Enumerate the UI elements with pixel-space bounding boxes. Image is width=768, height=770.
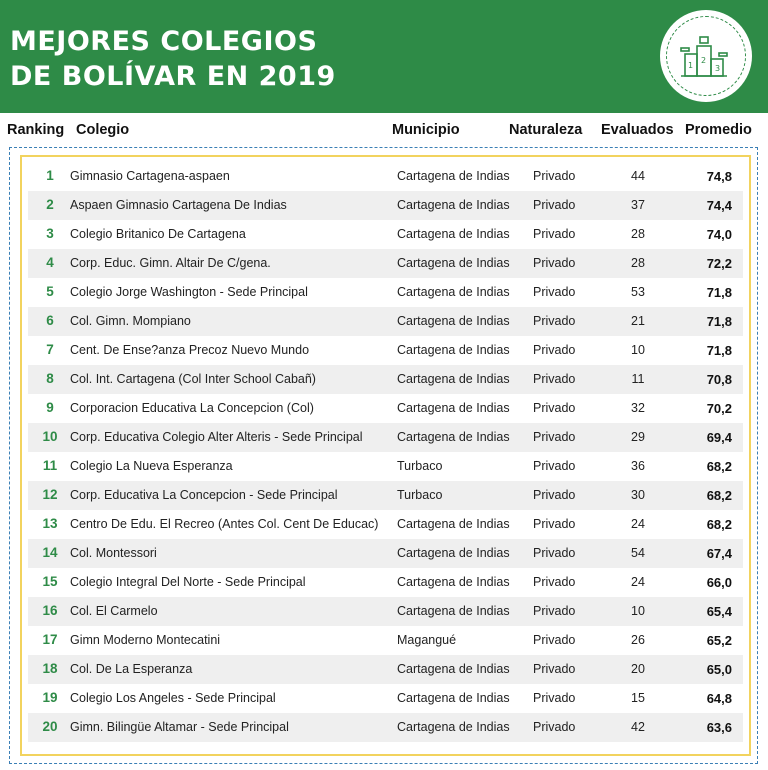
row-naturaleza: Privado bbox=[533, 430, 576, 444]
podium-icon bbox=[660, 10, 752, 102]
row-municipio: Cartagena de Indias bbox=[397, 430, 510, 444]
podium-label-2: 2 bbox=[701, 56, 707, 65]
table-row bbox=[28, 423, 743, 452]
badge bbox=[660, 10, 752, 102]
row-rank: 12 bbox=[42, 487, 58, 502]
row-municipio: Turbaco bbox=[397, 488, 443, 502]
row-evaluados: 29 bbox=[631, 430, 645, 444]
title-line-2: DE BOLÍVAR EN 2019 bbox=[10, 61, 336, 92]
row-rank: 7 bbox=[46, 342, 54, 357]
row-naturaleza: Privado bbox=[533, 662, 576, 676]
row-municipio: Magangué bbox=[397, 633, 457, 647]
title-line-1: MEJORES COLEGIOS bbox=[10, 26, 318, 57]
row-promedio: 74,0 bbox=[706, 227, 732, 242]
row-municipio: Cartagena de Indias bbox=[397, 546, 510, 560]
header-evaluados: Evaluados bbox=[601, 122, 674, 138]
row-evaluados: 32 bbox=[631, 401, 645, 415]
row-naturaleza: Privado bbox=[533, 459, 576, 473]
row-colegio: Corp. Educativa Colegio Alter Alteris - Sede Principal bbox=[70, 430, 363, 444]
table-row bbox=[28, 597, 743, 626]
row-promedio: 71,8 bbox=[706, 343, 732, 358]
row-evaluados: 54 bbox=[631, 546, 645, 560]
row-municipio: Cartagena de Indias bbox=[397, 227, 510, 241]
row-promedio: 68,2 bbox=[706, 459, 732, 474]
row-municipio: Cartagena de Indias bbox=[397, 575, 510, 589]
row-rank: 16 bbox=[42, 603, 58, 618]
row-evaluados: 20 bbox=[631, 662, 645, 676]
row-colegio: Gimn Moderno Montecatini bbox=[70, 633, 221, 647]
row-evaluados: 37 bbox=[631, 198, 645, 212]
row-promedio: 65,2 bbox=[706, 633, 732, 648]
row-promedio: 70,2 bbox=[706, 401, 732, 416]
table-row bbox=[28, 655, 743, 684]
table-row bbox=[28, 626, 743, 655]
row-promedio: 74,8 bbox=[706, 169, 732, 184]
table-row bbox=[28, 249, 743, 278]
row-municipio: Cartagena de Indias bbox=[397, 720, 510, 734]
row-municipio: Cartagena de Indias bbox=[397, 314, 510, 328]
row-colegio: Colegio Jorge Washington - Sede Principal bbox=[70, 285, 308, 299]
row-evaluados: 28 bbox=[631, 227, 645, 241]
row-rank: 9 bbox=[46, 400, 54, 415]
row-rank: 19 bbox=[42, 690, 58, 705]
podium-label-1: 1 bbox=[688, 61, 694, 70]
row-promedio: 70,8 bbox=[706, 372, 732, 387]
row-promedio: 65,4 bbox=[706, 604, 732, 619]
row-naturaleza: Privado bbox=[533, 604, 576, 618]
row-colegio: Col. Montessori bbox=[70, 546, 157, 560]
table-row bbox=[28, 568, 743, 597]
row-naturaleza: Privado bbox=[533, 285, 576, 299]
row-colegio: Colegio Britanico De Cartagena bbox=[70, 227, 246, 241]
row-promedio: 71,8 bbox=[706, 314, 732, 329]
row-colegio: Corp. Educ. Gimn. Altair De C/gena. bbox=[70, 256, 271, 270]
row-colegio: Col. De La Esperanza bbox=[70, 662, 193, 676]
header-ranking: Ranking bbox=[7, 122, 65, 138]
header-promedio: Promedio bbox=[685, 122, 752, 138]
row-colegio: Corp. Educativa La Concepcion - Sede Principal bbox=[70, 488, 338, 502]
row-evaluados: 24 bbox=[631, 575, 645, 589]
table-row bbox=[28, 220, 743, 249]
row-rank: 13 bbox=[42, 516, 58, 531]
row-colegio: Colegio Los Angeles - Sede Principal bbox=[70, 691, 276, 705]
table-row bbox=[28, 510, 743, 539]
table-row bbox=[28, 713, 743, 742]
row-evaluados: 44 bbox=[631, 169, 645, 183]
row-municipio: Cartagena de Indias bbox=[397, 401, 510, 415]
ranking-table bbox=[20, 155, 751, 756]
row-rank: 3 bbox=[46, 226, 54, 241]
row-rank: 5 bbox=[46, 284, 54, 299]
row-municipio: Cartagena de Indias bbox=[397, 256, 510, 270]
row-evaluados: 36 bbox=[631, 459, 645, 473]
row-evaluados: 24 bbox=[631, 517, 645, 531]
row-rank: 4 bbox=[46, 255, 54, 270]
row-colegio: Aspaen Gimnasio Cartagena De Indias bbox=[70, 198, 287, 212]
row-rank: 6 bbox=[46, 313, 54, 328]
row-naturaleza: Privado bbox=[533, 372, 576, 386]
row-naturaleza: Privado bbox=[533, 633, 576, 647]
row-colegio: Gimnasio Cartagena-aspaen bbox=[70, 169, 230, 183]
row-municipio: Turbaco bbox=[397, 459, 443, 473]
header-naturaleza: Naturaleza bbox=[509, 122, 583, 138]
row-rank: 1 bbox=[46, 168, 54, 183]
row-promedio: 68,2 bbox=[706, 488, 732, 503]
row-evaluados: 21 bbox=[631, 314, 645, 328]
row-colegio: Col. Gimn. Mompiano bbox=[70, 314, 191, 328]
row-naturaleza: Privado bbox=[533, 575, 576, 589]
table-row bbox=[28, 684, 743, 713]
row-promedio: 69,4 bbox=[706, 430, 732, 445]
row-colegio: Colegio La Nueva Esperanza bbox=[70, 459, 233, 473]
row-promedio: 67,4 bbox=[706, 546, 732, 561]
row-colegio: Cent. De Ense?anza Precoz Nuevo Mundo bbox=[70, 343, 310, 357]
header-banner bbox=[0, 0, 768, 113]
page-title bbox=[10, 24, 570, 94]
row-rank: 15 bbox=[42, 574, 58, 589]
row-municipio: Cartagena de Indias bbox=[397, 169, 510, 183]
table-row bbox=[28, 336, 743, 365]
table-row bbox=[28, 365, 743, 394]
row-municipio: Cartagena de Indias bbox=[397, 372, 510, 386]
row-naturaleza: Privado bbox=[533, 546, 576, 560]
row-promedio: 66,0 bbox=[706, 575, 732, 590]
row-evaluados: 26 bbox=[631, 633, 645, 647]
row-promedio: 72,2 bbox=[706, 256, 732, 271]
row-naturaleza: Privado bbox=[533, 314, 576, 328]
table-row bbox=[28, 394, 743, 423]
table-header bbox=[0, 120, 768, 142]
row-municipio: Cartagena de Indias bbox=[397, 343, 510, 357]
row-naturaleza: Privado bbox=[533, 720, 576, 734]
header-colegio: Colegio bbox=[76, 122, 130, 138]
row-rank: 20 bbox=[42, 719, 58, 734]
table-row bbox=[28, 452, 743, 481]
table-row bbox=[28, 481, 743, 510]
row-evaluados: 15 bbox=[631, 691, 645, 705]
row-rank: 8 bbox=[46, 371, 54, 386]
row-rank: 17 bbox=[42, 632, 58, 647]
row-naturaleza: Privado bbox=[533, 169, 576, 183]
table-row bbox=[28, 307, 743, 336]
row-naturaleza: Privado bbox=[533, 517, 576, 531]
podium-label-3: 3 bbox=[715, 64, 721, 73]
row-rank: 18 bbox=[42, 661, 58, 676]
row-evaluados: 11 bbox=[631, 372, 645, 386]
row-promedio: 68,2 bbox=[706, 517, 732, 532]
table-row bbox=[28, 278, 743, 307]
row-evaluados: 53 bbox=[631, 285, 645, 299]
row-naturaleza: Privado bbox=[533, 401, 576, 415]
row-municipio: Cartagena de Indias bbox=[397, 662, 510, 676]
row-promedio: 74,4 bbox=[706, 198, 732, 213]
row-evaluados: 42 bbox=[631, 720, 645, 734]
row-promedio: 71,8 bbox=[706, 285, 732, 300]
row-naturaleza: Privado bbox=[533, 256, 576, 270]
row-rank: 10 bbox=[42, 429, 58, 444]
row-naturaleza: Privado bbox=[533, 198, 576, 212]
row-colegio: Corporacion Educativa La Concepcion (Col) bbox=[70, 401, 314, 415]
row-colegio: Colegio Integral Del Norte - Sede Principal bbox=[70, 575, 306, 589]
row-municipio: Cartagena de Indias bbox=[397, 517, 510, 531]
row-promedio: 65,0 bbox=[706, 662, 732, 677]
row-evaluados: 10 bbox=[631, 604, 645, 618]
row-evaluados: 10 bbox=[631, 343, 645, 357]
row-municipio: Cartagena de Indias bbox=[397, 691, 510, 705]
row-promedio: 63,6 bbox=[706, 720, 732, 735]
row-municipio: Cartagena de Indias bbox=[397, 604, 510, 618]
row-rank: 11 bbox=[42, 458, 58, 473]
row-colegio: Centro De Edu. El Recreo (Antes Col. Cent De Educac) bbox=[70, 517, 379, 531]
row-colegio: Col. El Carmelo bbox=[70, 604, 158, 618]
row-rank: 2 bbox=[46, 197, 54, 212]
row-evaluados: 30 bbox=[631, 488, 645, 502]
row-municipio: Cartagena de Indias bbox=[397, 198, 510, 212]
row-rank: 14 bbox=[42, 545, 58, 560]
row-naturaleza: Privado bbox=[533, 488, 576, 502]
table-row bbox=[28, 191, 743, 220]
row-municipio: Cartagena de Indias bbox=[397, 285, 510, 299]
row-promedio: 64,8 bbox=[706, 691, 732, 706]
row-colegio: Gimn. Bilingüe Altamar - Sede Principal bbox=[70, 720, 289, 734]
table-row bbox=[28, 162, 743, 191]
table-row bbox=[28, 539, 743, 568]
row-naturaleza: Privado bbox=[533, 691, 576, 705]
header-municipio: Municipio bbox=[392, 122, 460, 138]
row-naturaleza: Privado bbox=[533, 343, 576, 357]
row-colegio: Col. Int. Cartagena (Col Inter School Cabañ) bbox=[70, 372, 316, 386]
row-naturaleza: Privado bbox=[533, 227, 576, 241]
row-evaluados: 28 bbox=[631, 256, 645, 270]
